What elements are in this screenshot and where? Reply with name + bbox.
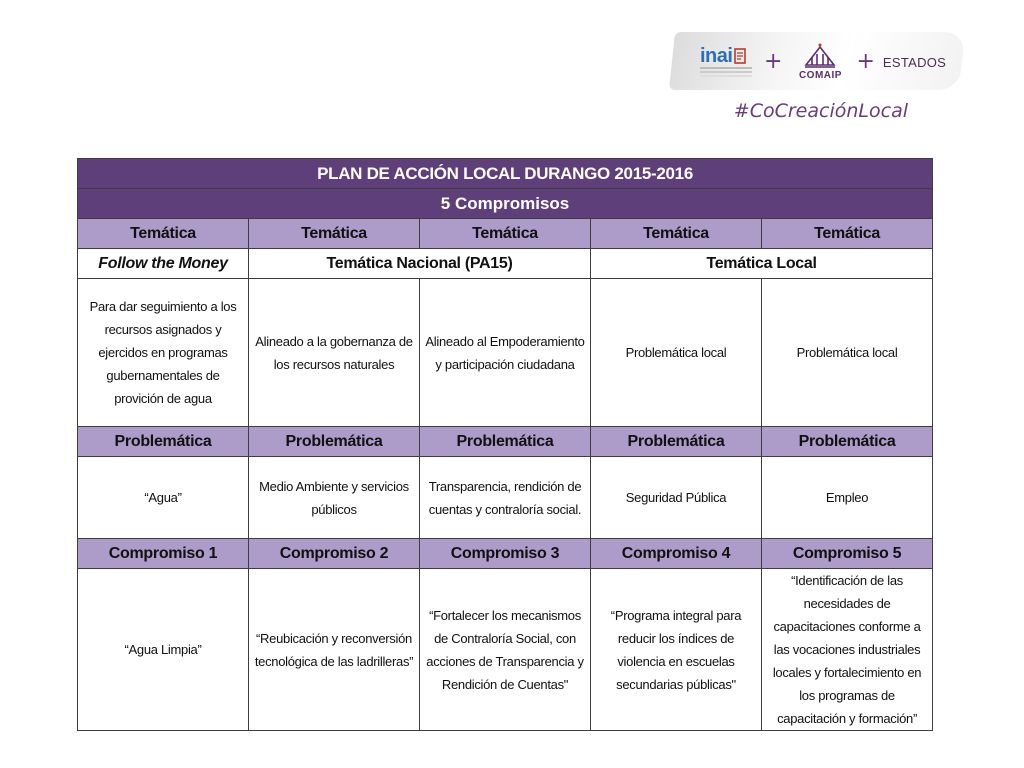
comaip-logo — [790, 43, 850, 81]
tematica-description: Problemática local — [591, 279, 762, 427]
compromiso-value: “Reubicación y reconversión tecnológica de las ladrilleras” — [249, 569, 420, 731]
inai-logo-fineprint — [700, 67, 752, 77]
tematica-description-row — [78, 279, 933, 427]
table-title-row — [78, 159, 933, 189]
problematica-header: Problemática — [420, 427, 591, 457]
tematica-description: Alineado a la gobernanza de los recursos naturales — [249, 279, 420, 427]
tematica-description: Para dar seguimiento a los recursos asignados y ejercidos en programas gubernamentales de provición de agua — [78, 279, 249, 427]
action-plan-table — [77, 158, 933, 731]
inai-document-icon — [734, 47, 748, 65]
problematica-header: Problemática — [249, 427, 420, 457]
compromiso-value: “Programa integral para reducir los índices de violencia en escuelas secundarias públicas" — [591, 569, 762, 731]
comaip-logo-text: COMAIP — [798, 70, 842, 81]
category-row — [78, 249, 933, 279]
category-tematica-nacional: Temática Nacional (PA15) — [249, 249, 591, 279]
tematica-description: Problemática local — [762, 279, 933, 427]
compromiso-header: Compromiso 4 — [591, 539, 762, 569]
comaip-emblem-icon — [803, 43, 837, 69]
compromiso-header-row — [78, 539, 933, 569]
compromiso-value: “Fortalecer los mecanismos de Contraloría Social, con acciones de Transparencia y Rendición de Cuentas" — [420, 569, 591, 731]
compromiso-value-row — [78, 569, 933, 731]
compromiso-value: “Agua Limpia” — [78, 569, 249, 731]
category-tematica-local: Temática Local — [591, 249, 933, 279]
tematica-header-row — [78, 219, 933, 249]
tematica-description: Alineado al Empoderamiento y participación ciudadana — [420, 279, 591, 427]
tematica-header: Temática — [762, 219, 933, 249]
problematica-header: Problemática — [78, 427, 249, 457]
problematica-value: Empleo — [762, 457, 933, 539]
problematica-header-row — [78, 427, 933, 457]
plus-sign: + — [764, 49, 783, 74]
compromiso-header: Compromiso 1 — [78, 539, 249, 569]
problematica-value: Seguridad Pública — [591, 457, 762, 539]
category-follow-the-money: Follow the Money — [78, 249, 249, 279]
problematica-header: Problemática — [762, 427, 933, 457]
problematica-value-row — [78, 457, 933, 539]
logo-row — [700, 40, 950, 84]
plus-sign-2: + — [856, 49, 875, 74]
compromiso-value: “Identificación de las necesidades de capacitaciones conforme a las vocaciones industriales locales y fortalecimiento en los programas de capacitación y formación” — [762, 569, 933, 731]
table-title: PLAN DE ACCIÓN LOCAL DURANGO 2015-2016 — [78, 159, 933, 189]
compromiso-header: Compromiso 2 — [249, 539, 420, 569]
tematica-header: Temática — [591, 219, 762, 249]
problematica-value: Medio Ambiente y servicios públicos — [249, 457, 420, 539]
table-subtitle-row — [78, 189, 933, 219]
compromiso-header: Compromiso 3 — [420, 539, 591, 569]
problematica-value: Transparencia, rendición de cuentas y contraloría social. — [420, 457, 591, 539]
tematica-header: Temática — [78, 219, 249, 249]
tematica-header: Temática — [249, 219, 420, 249]
compromiso-header: Compromiso 5 — [762, 539, 933, 569]
inai-logo-text: inai — [700, 45, 733, 67]
hashtag: #CoCreaciónLocal — [733, 100, 908, 122]
tematica-header: Temática — [420, 219, 591, 249]
estados-label: ESTADOS — [882, 54, 947, 70]
problematica-header: Problemática — [591, 427, 762, 457]
table-subtitle: 5 Compromisos — [78, 189, 933, 219]
problematica-value: “Agua” — [78, 457, 249, 539]
inai-logo — [700, 47, 758, 77]
